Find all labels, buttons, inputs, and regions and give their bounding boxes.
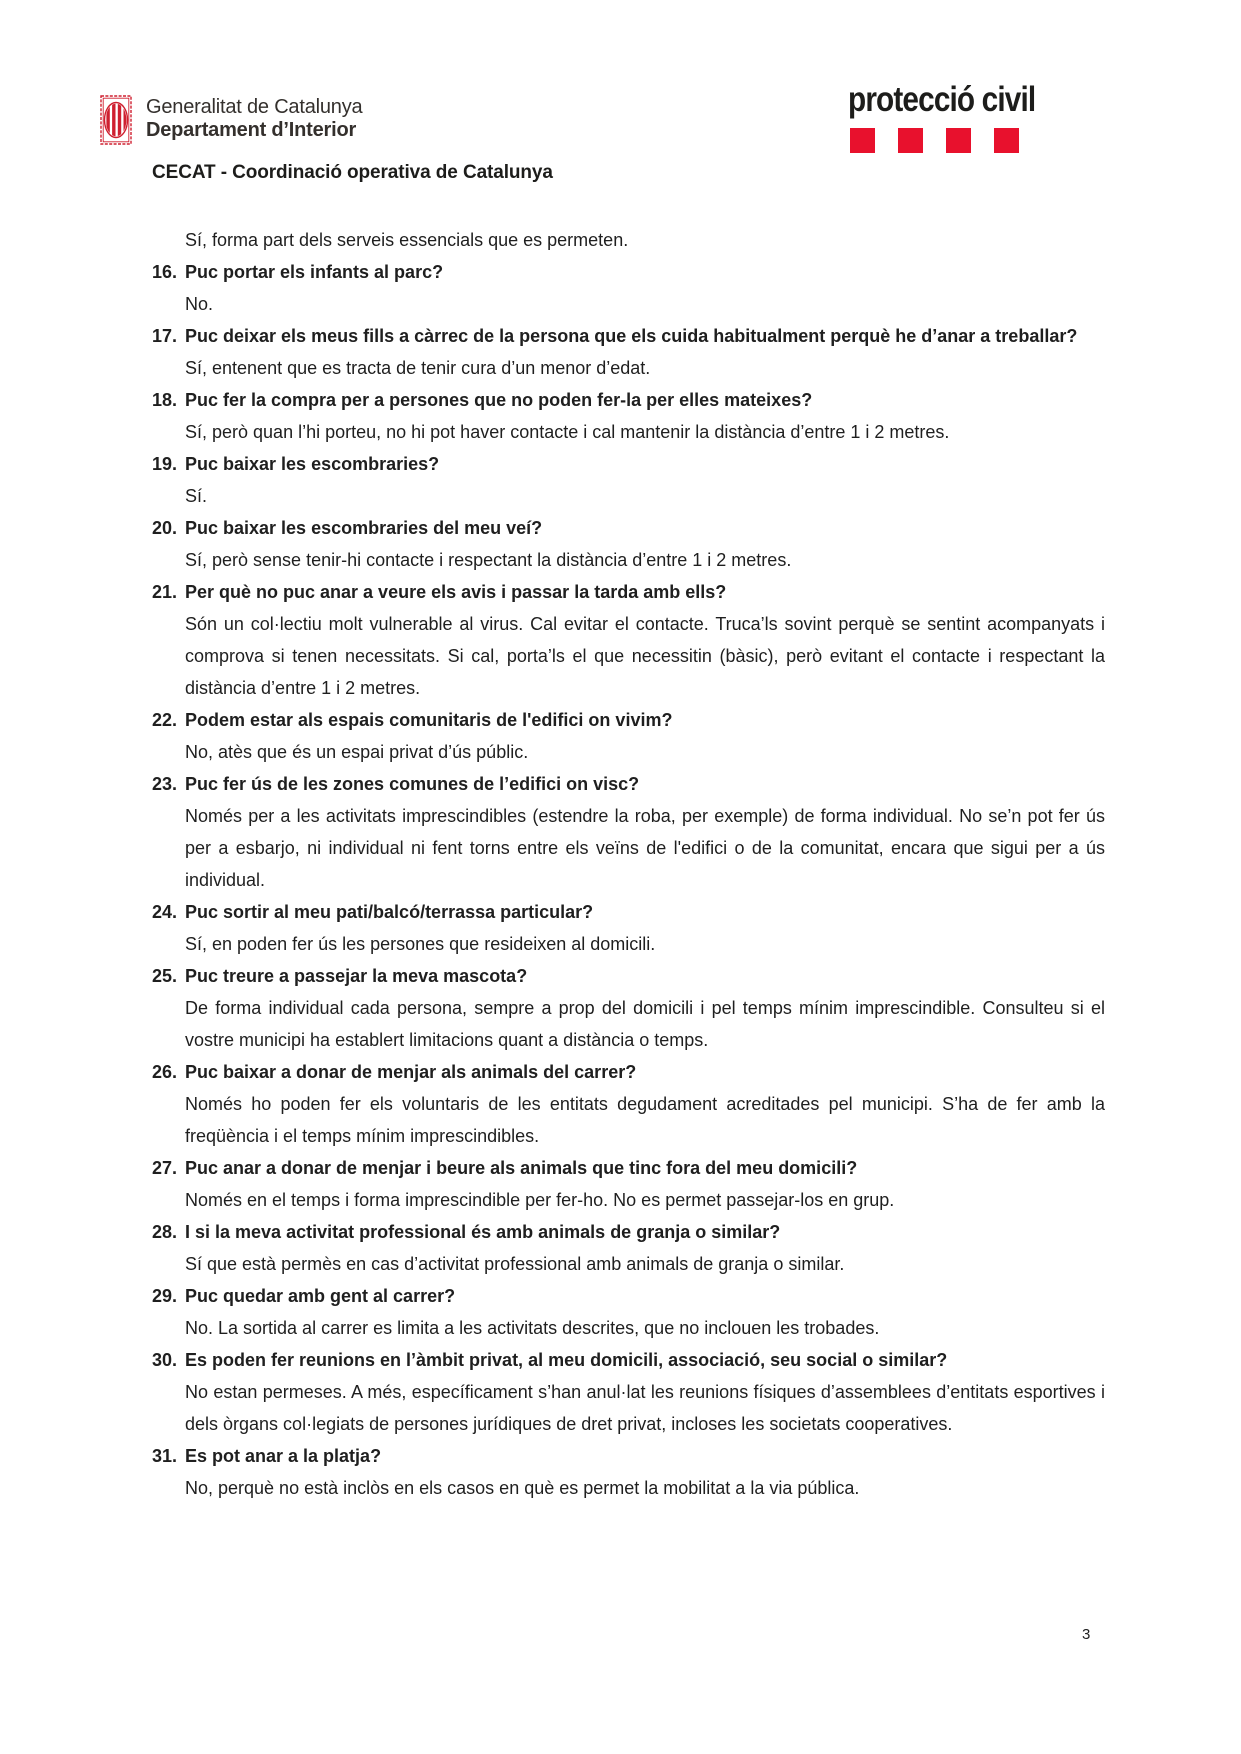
question-text: Puc baixar les escombraries? — [185, 454, 440, 474]
red-square-icon — [850, 128, 875, 153]
page-number: 3 — [1082, 1626, 1091, 1643]
faq-item — [152, 256, 1105, 320]
faq-item — [152, 448, 1105, 512]
question-number: 31. — [152, 1446, 178, 1466]
answer-text: No estan permeses. A més, específicament s’han anul·lat les reunions físiques d’assemblees d’entitats esportives i dels òrgans col·legiats de persones jurídiques de dret privat, incloses les societats cooperatives. — [185, 1382, 1105, 1434]
question-number: 27. — [152, 1158, 178, 1178]
faq-question — [152, 320, 1105, 352]
answer-text: No. — [185, 294, 214, 314]
question-number: 19. — [152, 454, 178, 474]
question-text: Puc sortir al meu pati/balcó/terrassa particular? — [185, 902, 594, 922]
answer-text: Sí, però quan l’hi porteu, no hi pot haver contacte i cal mantenir la distància d’entre 1 i 2 metres. — [185, 422, 950, 442]
intro-answer-text: Sí, forma part dels serveis essencials que es permeten. — [185, 230, 629, 250]
org-identity — [146, 96, 362, 142]
question-number: 29. — [152, 1286, 178, 1306]
question-text: Puc baixar a donar de menjar als animals del carrer? — [185, 1062, 637, 1082]
answer-text: Només en el temps i forma imprescindible per fer-ho. No es permet passejar-los en grup. — [185, 1190, 895, 1210]
faq-item — [152, 1280, 1105, 1344]
question-text: Puc portar els infants al parc? — [185, 262, 444, 282]
answer-text: No, perquè no està inclòs en els casos en què es permet la mobilitat a la via pública. — [185, 1478, 860, 1498]
answer-text: Són un col·lectiu molt vulnerable al virus. Cal evitar el contacte. Truca’ls sovint perquè se sentint acompanyats i comprova si tenen necessitats. Si cal, porta’ls el que necessitin (bàsic), però evitant el contacte i respectant la distància d’entre 1 i 2 metres. — [185, 614, 1105, 698]
question-number: 26. — [152, 1062, 178, 1082]
question-text: I si la meva activitat professional és amb animals de granja o similar? — [185, 1222, 781, 1242]
faq-item — [152, 1216, 1105, 1280]
faq-question — [152, 768, 1105, 800]
faq-question — [152, 448, 1105, 480]
answer-text: Sí, entenent que es tracta de tenir cura d’un menor d’edat. — [185, 358, 651, 378]
answer-text: De forma individual cada persona, sempre a prop del domicili i pel temps mínim imprescindible. Consulteu si el vostre municipi ha establert limitacions quant a distància o temps. — [185, 998, 1105, 1050]
faq-item — [152, 1344, 1105, 1440]
question-text: Puc fer la compra per a persones que no poden fer-la per elles mateixes? — [185, 390, 813, 410]
faq-question — [152, 704, 1105, 736]
faq-question — [152, 576, 1105, 608]
answer-text: Sí, però sense tenir-hi contacte i respectant la distància d’entre 1 i 2 metres. — [185, 550, 792, 570]
answer-text: No. La sortida al carrer es limita a les activitats descrites, que no inclouen les trobades. — [185, 1318, 880, 1338]
question-text: Puc fer ús de les zones comunes de l’edifici on visc? — [185, 774, 640, 794]
faq-item — [152, 1152, 1105, 1216]
faq-item — [152, 1440, 1105, 1504]
proteccio-civil-logo: protecció civil — [848, 80, 1036, 119]
question-number: 30. — [152, 1350, 178, 1370]
faq-item — [152, 320, 1105, 384]
question-text: Es pot anar a la platja? — [185, 1446, 382, 1466]
question-number: 24. — [152, 902, 178, 922]
faq-question — [152, 512, 1105, 544]
org-name: Generalitat de Catalunya — [146, 96, 363, 118]
red-square-icon — [898, 128, 923, 153]
faq-item — [152, 512, 1105, 576]
question-text: Puc quedar amb gent al carrer? — [185, 1286, 456, 1306]
faq-question — [152, 1280, 1105, 1312]
faq-question — [152, 1344, 1105, 1376]
generalitat-shield-icon — [100, 93, 132, 147]
question-number: 17. — [152, 326, 178, 346]
question-number: 16. — [152, 262, 178, 282]
faq-item — [152, 384, 1105, 448]
question-text: Es poden fer reunions en l’àmbit privat, al meu domicili, associació, seu social o similar? — [185, 1350, 948, 1370]
faq-question — [152, 960, 1105, 992]
answer-text: No, atès que és un espai privat d’ús públic. — [185, 742, 529, 762]
page-title: CECAT - Coordinació operativa de Catalunya — [152, 162, 553, 183]
red-square-icon — [994, 128, 1019, 153]
faq-item — [152, 576, 1105, 704]
red-square-icon — [946, 128, 971, 153]
faq-question — [152, 384, 1105, 416]
proteccio-civil-squares-icon — [850, 128, 1019, 153]
question-number: 18. — [152, 390, 178, 410]
answer-text: Sí que està permès en cas d’activitat professional amb animals de granja o similar. — [185, 1254, 845, 1274]
faq-item — [152, 896, 1105, 960]
answer-text: Només ho poden fer els voluntaris de les entitats degudament acreditades pel municipi. S’ha de fer amb la freqüència i el temps mínim imprescindibles. — [185, 1094, 1105, 1146]
org-department: Departament d’Interior — [146, 119, 357, 141]
faq-question — [152, 1216, 1105, 1248]
question-number: 23. — [152, 774, 178, 794]
question-text: Per què no puc anar a veure els avis i passar la tarda amb ells? — [185, 582, 727, 602]
question-text: Puc deixar els meus fills a càrrec de la persona que els cuida habitualment perquè he d’anar a treballar? — [185, 326, 1078, 346]
question-number: 28. — [152, 1222, 178, 1242]
faq-question — [152, 896, 1105, 928]
question-text: Puc anar a donar de menjar i beure als animals que tinc fora del meu domicili? — [185, 1158, 858, 1178]
faq-question — [152, 1056, 1105, 1088]
answer-text: Només per a les activitats imprescindibles (estendre la roba, per exemple) de forma individual. No se’n pot fer ús per a esbarjo, ni individual ni fent torns entre els veïns de l'edifici o de la comunitat, encara que sigui per a ús individual. — [185, 806, 1105, 890]
faq-item — [152, 1056, 1105, 1152]
faq-question — [152, 1440, 1105, 1472]
faq-item — [152, 960, 1105, 1056]
faq-item — [152, 704, 1105, 768]
faq-content — [152, 224, 1105, 1504]
question-number: 20. — [152, 518, 178, 538]
answer-text: Sí, en poden fer ús les persones que resideixen al domicili. — [185, 934, 656, 954]
question-text: Podem estar als espais comunitaris de l'edifici on vivim? — [185, 710, 673, 730]
question-text: Puc baixar les escombraries del meu veí? — [185, 518, 543, 538]
faq-item — [152, 768, 1105, 896]
question-number: 21. — [152, 582, 178, 602]
question-number: 25. — [152, 966, 178, 986]
question-number: 22. — [152, 710, 178, 730]
faq-list — [152, 256, 1105, 1504]
question-text: Puc treure a passejar la meva mascota? — [185, 966, 528, 986]
faq-question — [152, 1152, 1105, 1184]
answer-text: Sí. — [185, 486, 208, 506]
faq-question — [152, 256, 1105, 288]
